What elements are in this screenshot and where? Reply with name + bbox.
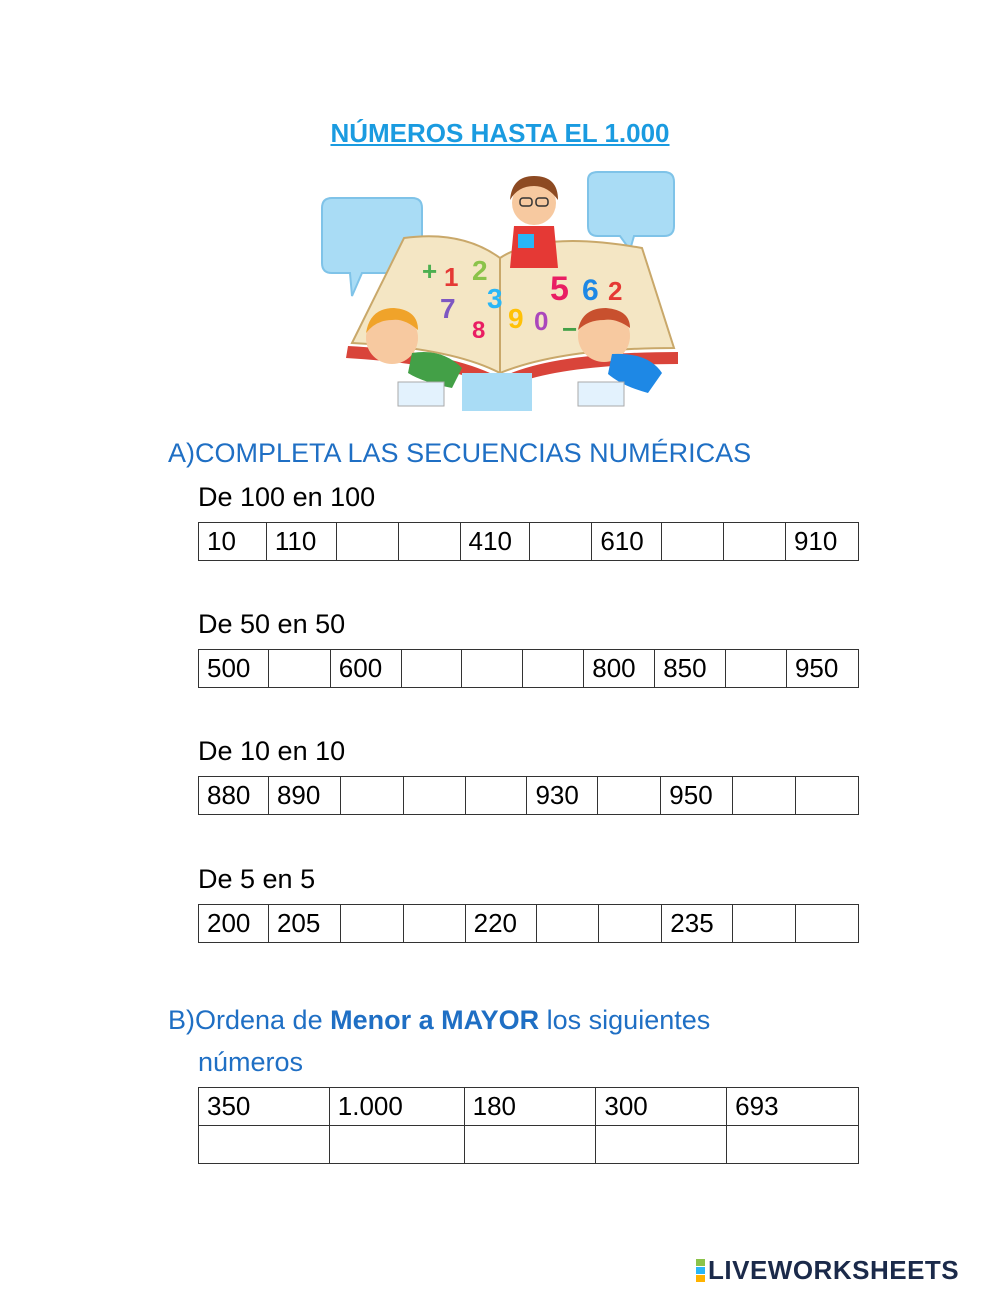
sequence-cell: 930 — [527, 777, 598, 815]
svg-text:3: 3 — [487, 283, 503, 314]
svg-text:7: 7 — [440, 293, 456, 324]
sequence-4-label: De 5 en 5 — [198, 864, 316, 894]
sequence-blank-cell[interactable] — [724, 523, 786, 561]
table-row — [199, 650, 859, 688]
sequence-cell: 10 — [199, 523, 267, 561]
sequence-cell: 205 — [268, 905, 340, 943]
svg-text:5: 5 — [550, 270, 569, 308]
sequence-3-label: De 10 en 10 — [198, 736, 346, 766]
table-row — [199, 1088, 859, 1126]
svg-text:2: 2 — [472, 255, 488, 286]
sequence-2-table — [198, 649, 859, 688]
table-row — [199, 1126, 859, 1164]
sequence-cell: 610 — [592, 523, 662, 561]
sequence-cell: 950 — [786, 650, 858, 688]
page-title: NÚMEROS HASTA EL 1.000 — [330, 118, 670, 148]
sequence-blank-cell[interactable] — [796, 777, 859, 815]
sequence-1-label: De 100 en 100 — [198, 482, 376, 512]
sequence-1-table — [198, 522, 859, 561]
sequence-cell: 850 — [655, 650, 726, 688]
sequence-cell: 600 — [330, 650, 401, 688]
svg-text:2: 2 — [608, 276, 623, 306]
table-row — [199, 905, 859, 943]
svg-text:+: + — [422, 256, 438, 286]
sequence-cell: 235 — [662, 905, 733, 943]
answer-cell[interactable] — [199, 1126, 330, 1164]
sequence-blank-cell[interactable] — [536, 905, 599, 943]
logo-mark-icon — [696, 1259, 705, 1282]
number-cell: 350 — [199, 1088, 330, 1126]
logo-text: LIVEWORKSHEETS — [708, 1255, 960, 1285]
section-b-prefix: B)Ordena de — [168, 1005, 331, 1035]
sequence-blank-cell[interactable] — [340, 777, 403, 815]
sequence-blank-cell[interactable] — [662, 523, 724, 561]
sequence-blank-cell[interactable] — [268, 650, 330, 688]
sequence-3-table — [198, 776, 859, 815]
answer-cell[interactable] — [464, 1126, 596, 1164]
sequence-blank-cell[interactable] — [461, 650, 523, 688]
sequence-4-table — [198, 904, 859, 943]
answer-cell[interactable] — [596, 1126, 727, 1164]
sequence-cell: 890 — [268, 777, 340, 815]
answer-cell[interactable] — [329, 1126, 464, 1164]
sequence-cell: 110 — [266, 523, 336, 561]
sequence-2-label: De 50 en 50 — [198, 609, 346, 639]
table-row — [199, 523, 859, 561]
sequence-blank-cell[interactable] — [733, 905, 796, 943]
sequence-blank-cell[interactable] — [403, 777, 465, 815]
liveworksheets-logo — [696, 1255, 959, 1286]
sequence-cell: 880 — [199, 777, 269, 815]
sequence-blank-cell[interactable] — [403, 905, 465, 943]
svg-text:9: 9 — [508, 303, 524, 334]
sequence-blank-cell[interactable] — [401, 650, 461, 688]
ordering-table — [198, 1087, 859, 1164]
sequence-blank-cell[interactable] — [726, 650, 787, 688]
section-b-heading — [168, 1005, 710, 1036]
svg-text:6: 6 — [582, 274, 599, 307]
section-b-emphasis: Menor a MAYOR — [330, 1005, 540, 1035]
number-cell: 1.000 — [329, 1088, 464, 1126]
table-row — [199, 777, 859, 815]
sequence-cell: 220 — [465, 905, 536, 943]
section-b-suffix: los siguientes — [539, 1005, 711, 1035]
number-cell: 300 — [596, 1088, 727, 1126]
sequence-blank-cell[interactable] — [336, 523, 398, 561]
svg-text:1: 1 — [444, 262, 459, 292]
sequence-blank-cell[interactable] — [398, 523, 460, 561]
sequence-cell: 950 — [661, 777, 733, 815]
sequence-cell: 500 — [199, 650, 269, 688]
sequence-blank-cell[interactable] — [340, 905, 403, 943]
sequence-blank-cell[interactable] — [598, 777, 661, 815]
sequence-cell: 410 — [460, 523, 530, 561]
answer-cell[interactable] — [727, 1126, 859, 1164]
sequence-blank-cell[interactable] — [796, 905, 859, 943]
sequence-blank-cell[interactable] — [465, 777, 527, 815]
number-cell: 693 — [727, 1088, 859, 1126]
kids-reading-numbers-illustration — [312, 168, 688, 418]
sequence-cell: 200 — [199, 905, 269, 943]
section-a-heading: A)COMPLETA LAS SECUENCIAS NUMÉRICAS — [168, 438, 752, 468]
section-b-heading-line2: números — [198, 1047, 304, 1077]
svg-text:−: − — [562, 314, 578, 344]
svg-text:0: 0 — [534, 306, 549, 336]
sequence-blank-cell[interactable] — [530, 523, 592, 561]
sequence-blank-cell[interactable] — [599, 905, 662, 943]
sequence-cell: 800 — [584, 650, 655, 688]
sequence-blank-cell[interactable] — [733, 777, 796, 815]
sequence-cell: 910 — [785, 523, 858, 561]
sequence-blank-cell[interactable] — [523, 650, 584, 688]
svg-text:8: 8 — [472, 317, 486, 344]
number-cell: 180 — [464, 1088, 596, 1126]
